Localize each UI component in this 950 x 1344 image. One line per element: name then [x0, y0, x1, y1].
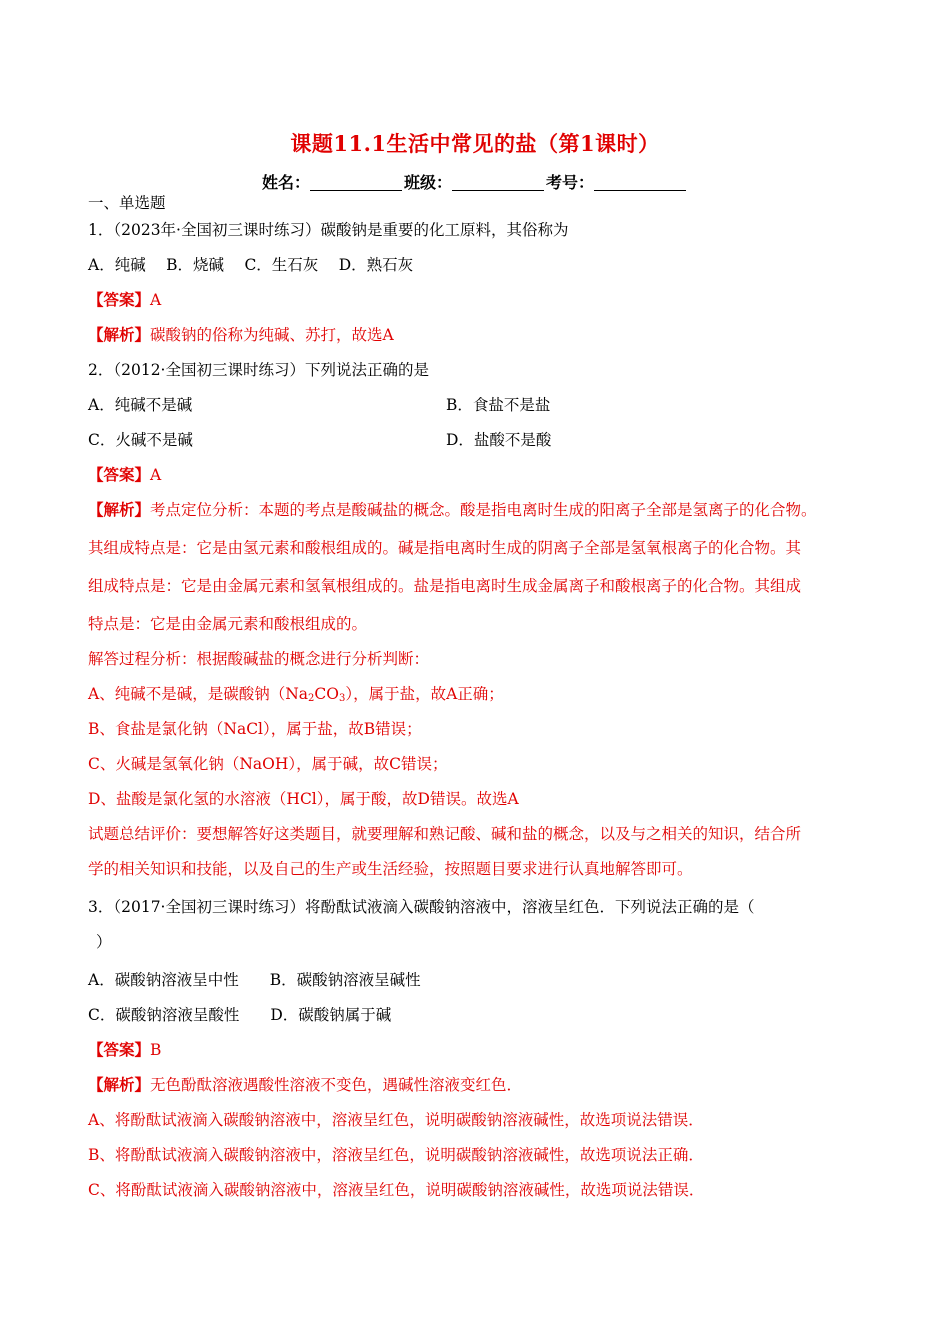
q1-stem: 1．（2023年·全国初三课时练习）碳酸钠是重要的化工原料，其俗称为: [88, 221, 569, 239]
analysis-text: 无色酚酞溶液遇酸性溶液不变色，遇碱性溶液变红色．: [150, 1076, 523, 1094]
class-blank[interactable]: [452, 174, 544, 191]
analysis-text: 考点定位分析：本题的考点是酸碱盐的概念。酸是指电离时生成的阳离子全部是氢离子的化合物。: [150, 501, 817, 519]
analysis-tag: 【解析】: [88, 1075, 151, 1094]
q2-analysis-a: [88, 684, 504, 709]
name-blank[interactable]: [310, 174, 402, 191]
answer-tag: 【答案】: [88, 465, 151, 484]
formula-subscript: 2: [308, 693, 315, 704]
analysis-tag: 【解析】: [88, 500, 151, 519]
q2-analysis-line-2: 其组成特点是：它是由氢元素和酸根组成的。碱是指电离时生成的阴离子全部是氢氧根离子的化合物。其: [88, 539, 802, 557]
exam-blank[interactable]: [594, 174, 686, 191]
q2-analysis-d: D、盐酸是氯化氢的水溶液（HCl），属于酸，故D错误。故选A: [88, 790, 519, 808]
q2-option-c: C．火碱不是碱: [88, 431, 193, 449]
q2-analysis-line-5: 解答过程分析：根据酸碱盐的概念进行分析判断：: [88, 650, 430, 668]
q2-summary-line-1: 试题总结评价：要想解答好这类题目，就要理解和熟记酸、碱和盐的概念，以及与之相关的知识，结合所: [88, 825, 802, 843]
formula-subscript: 3: [338, 693, 346, 704]
q1-analysis: [88, 325, 394, 345]
q2-option-a: A．纯碱不是碱: [88, 396, 193, 414]
q2-analysis-c: C、火碱是氢氧化钠（NaOH），属于碱，故C错误；: [88, 755, 448, 773]
q1-answer: [88, 290, 161, 310]
q2-analysis-line-4: 特点是：它是由金属元素和酸根组成的。: [88, 615, 368, 633]
q3-options-row-1: A．碳酸钠溶液呈中性 B．碳酸钠溶液呈碱性: [88, 971, 421, 989]
q2-option-d: D．盐酸不是酸: [446, 431, 552, 449]
q2-analysis-line-3: 组成特点是：它是由金属元素和氢氧根组成的。盐是指电离时生成金属离子和酸根离子的化合物。其组成: [88, 577, 802, 595]
q1-options: A．纯碱 B．烧碱 C．生石灰 D．熟石灰: [88, 256, 414, 274]
formula-suffix: ），属于盐，故A正确；: [345, 685, 504, 703]
exam-label: 考号：: [546, 173, 595, 192]
answer-value: A: [150, 291, 162, 309]
q3-stem-line-2: ）: [96, 933, 112, 951]
page-title: 课题11.1生活中常见的盐（第1课时）: [290, 131, 660, 156]
q3-answer: [88, 1040, 161, 1060]
formula-prefix: A、纯碱不是碱，是碳酸钠（Na: [88, 685, 308, 703]
answer-tag: 【答案】: [88, 1040, 151, 1059]
formula-mid: CO: [314, 685, 339, 703]
q2-stem: 2．（2012·全国初三课时练习）下列说法正确的是: [88, 361, 429, 379]
answer-tag: 【答案】: [88, 290, 151, 309]
q3-analysis-line-1: [88, 1075, 522, 1095]
q2-option-b: B．食盐不是盐: [446, 396, 551, 414]
q3-analysis-line-2: A、将酚酞试液滴入碳酸钠溶液中，溶液呈红色，说明碳酸钠溶液碱性，故选项说法错误．: [88, 1111, 704, 1129]
answer-value: A: [150, 466, 162, 484]
answer-value: B: [150, 1041, 162, 1059]
q3-analysis-line-3: B、将酚酞试液滴入碳酸钠溶液中，溶液呈红色，说明碳酸钠溶液碱性，故选项说法正确．: [88, 1146, 704, 1164]
q2-analysis-line-1: [88, 500, 817, 520]
section-heading: 一、单选题: [88, 194, 166, 212]
q3-analysis-line-4: C、将酚酞试液滴入碳酸钠溶液中，溶液呈红色，说明碳酸钠溶液碱性，故选项说法错误．: [88, 1181, 705, 1199]
name-label: 姓名：: [261, 173, 310, 192]
q2-answer: [88, 465, 161, 485]
class-label: 班级：: [403, 173, 452, 192]
q2-analysis-b: B、食盐是氯化钠（NaCl），属于盐，故B错误；: [88, 720, 422, 738]
q3-options-row-2: C．碳酸钠溶液呈酸性 D．碳酸钠属于碱: [88, 1006, 392, 1024]
q2-summary-line-2: 学的相关知识和技能，以及自己的生产或生活经验，按照题目要求进行认真地解答即可。: [88, 860, 693, 878]
q3-stem-line-1: 3．（2017·全国初三课时练习）将酚酞试液滴入碳酸钠溶液中，溶液呈红色．下列说法正确的是（: [88, 898, 755, 916]
analysis-tag: 【解析】: [88, 325, 151, 344]
analysis-text: 碳酸钠的俗称为纯碱、苏打，故选A: [150, 326, 394, 344]
student-info-row: [0, 170, 950, 193]
